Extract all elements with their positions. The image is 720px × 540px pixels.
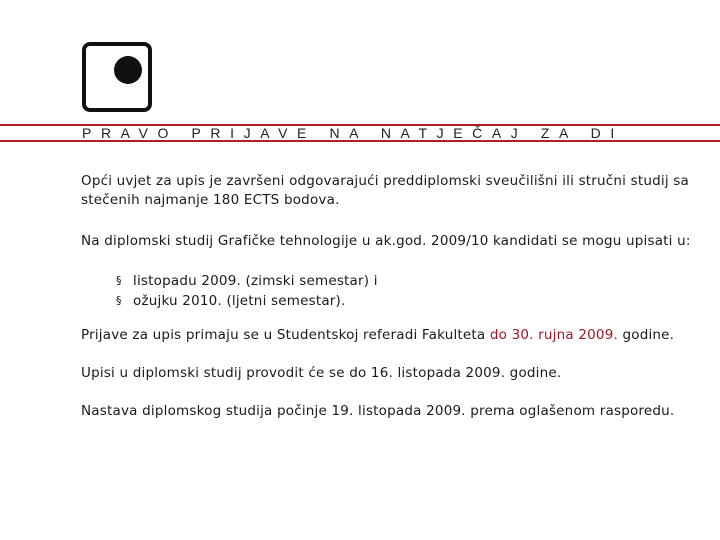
- list-item-text: ožujku 2010. (ljetni semestar).: [133, 293, 346, 309]
- list-item-text: listopadu 2009. (zimski semestar) i: [133, 273, 378, 289]
- bullet-list: [81, 271, 701, 311]
- applications-text-before: Prijave za upis primaju se u Studentskoj referadi Fakulteta: [81, 327, 490, 343]
- content-body: [81, 172, 701, 421]
- bullet-mark: §: [116, 274, 122, 287]
- paragraph-enrollment-date: Upisi u diplomski studij provodit će se do 16. listopada 2009. godine.: [81, 365, 562, 381]
- applications-text-after: godine.: [617, 327, 675, 343]
- paragraph-general-requirement: Opći uvjet za upis je završeni odgovarajući preddiplomski sveučilišni ili stručni studij sa stečenih najmanje 180 ECTS bodova.: [81, 173, 689, 208]
- deadline-highlight: do 30. rujna 2009.: [489, 327, 618, 343]
- paragraph-classes-start: Nastava diplomskog studija počinje 19. listopada 2009. prema oglašenom rasporedu.: [81, 403, 675, 419]
- bullet-mark: §: [116, 294, 122, 307]
- list-item: [116, 271, 701, 291]
- logo-square-dot-icon: [82, 42, 152, 112]
- list-item: [116, 291, 701, 311]
- title-band-text: PRAVO PRIJAVE NA NATJEČAJ ZA DI: [82, 125, 624, 141]
- paragraph-enrollment-periods: Na diplomski studij Grafičke tehnologije u ak.god. 2009/10 kandidati se mogu upisati u:: [81, 233, 691, 249]
- logo-dot: [114, 56, 142, 84]
- paragraph-applications: [81, 326, 701, 345]
